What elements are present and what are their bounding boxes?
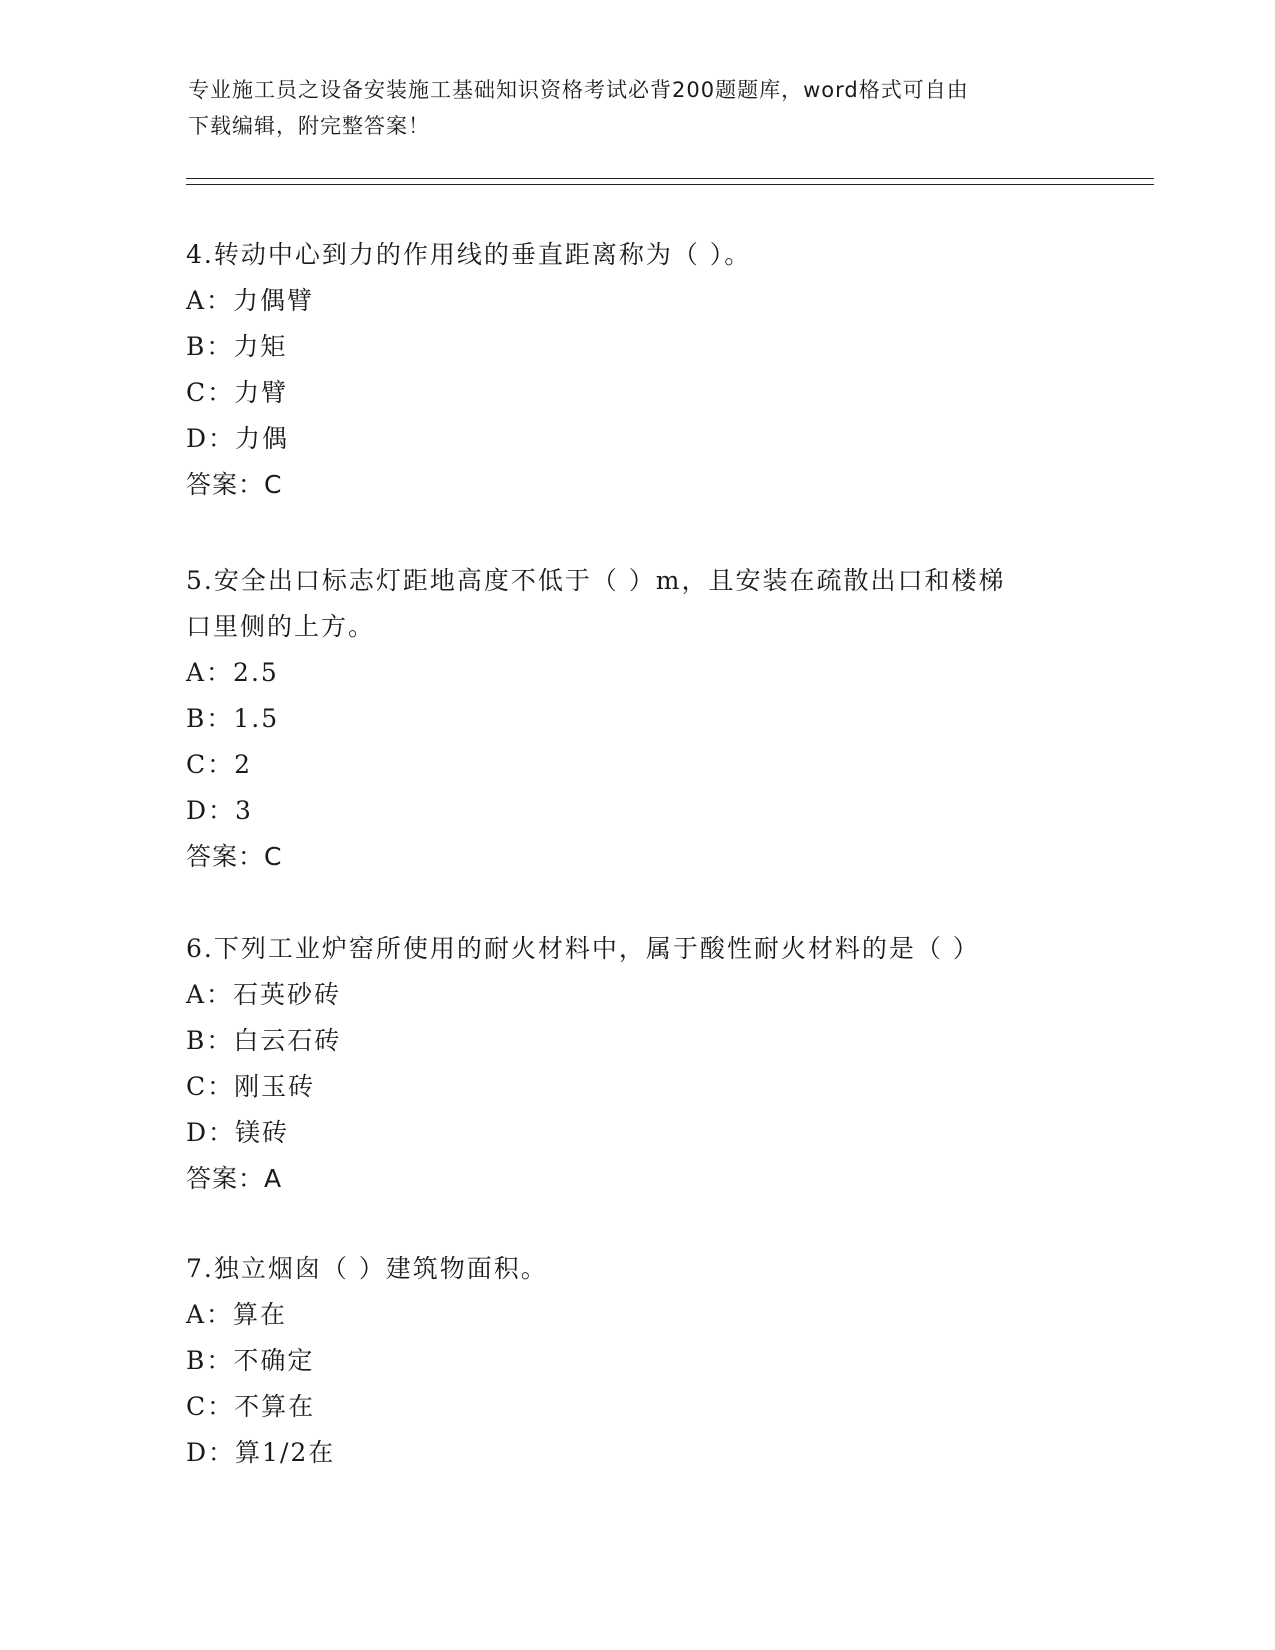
option-c: C：刚玉砖 — [186, 1072, 316, 1101]
question-7 — [186, 1246, 1066, 1476]
option-d: D：算1/2在 — [186, 1438, 336, 1467]
option-c: C：2 — [186, 750, 253, 779]
option-b: B：1.5 — [186, 704, 280, 733]
option-a: A：石英砂砖 — [186, 980, 342, 1009]
option-d: D：镁砖 — [186, 1118, 290, 1147]
option-b: B：白云石砖 — [186, 1026, 342, 1055]
option-c: C：力臂 — [186, 378, 289, 407]
answer-line: 答案：C — [186, 842, 283, 871]
question-4 — [186, 232, 1066, 508]
option-a: A：2.5 — [186, 658, 279, 687]
question-stem: 4.转动中心到力的作用线的垂直距离称为（ ）。 — [186, 240, 752, 269]
answer-line: 答案：C — [186, 470, 283, 499]
question-6 — [186, 926, 1066, 1202]
option-d: D：3 — [186, 796, 253, 825]
header-line-1: 专业施工员之设备安装施工基础知识资格考试必背200题题库，word格式可自由 — [188, 78, 969, 102]
option-c: C：不算在 — [186, 1392, 316, 1421]
option-d: D：力偶 — [186, 424, 290, 453]
question-stem-line-2: 口里侧的上方。 — [186, 612, 376, 641]
question-stem: 6.下列工业炉窑所使用的耐火材料中，属于酸性耐火材料的是（ ） — [186, 934, 980, 963]
header-line-2: 下载编辑，附完整答案！ — [188, 114, 430, 138]
answer-line: 答案：A — [186, 1164, 283, 1193]
question-stem-line-1: 5.安全出口标志灯距地高度不低于（ ）m，且安装在疏散出口和楼梯 — [186, 566, 1006, 595]
question-stem: 7.独立烟囱（ ）建筑物面积。 — [186, 1254, 548, 1283]
question-5 — [186, 558, 1066, 880]
option-b: B：力矩 — [186, 332, 288, 361]
option-a: A：力偶臂 — [186, 286, 315, 315]
header-divider-top — [186, 178, 1154, 179]
document-header — [188, 72, 1068, 144]
header-divider-bottom — [186, 184, 1154, 185]
option-b: B：不确定 — [186, 1346, 315, 1375]
option-a: A：算在 — [186, 1300, 288, 1329]
